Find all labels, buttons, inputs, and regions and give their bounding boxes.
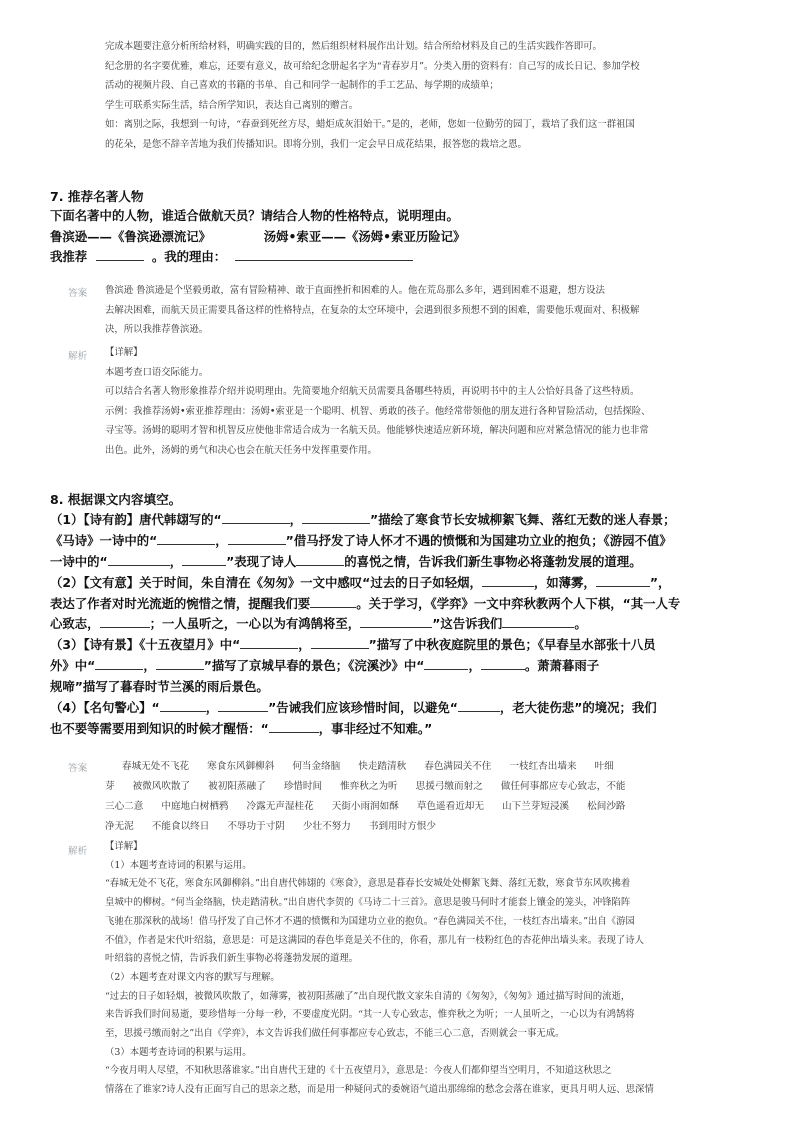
q8-line xyxy=(50,656,599,677)
q8-analysis-line: 至，思援弓缴而射之”出自《学弈》，本文告诉我们做任何事都应专心致志，不能三心二意，否则就会一事无成。 xyxy=(105,1028,565,1040)
q8-answer-item: 芽 xyxy=(105,781,115,792)
q8-line xyxy=(50,698,657,719)
q8-line xyxy=(50,552,642,573)
q8-analysis-line: 【详解】 xyxy=(105,841,143,852)
q7-recommend-blank[interactable] xyxy=(96,248,144,261)
q8-line xyxy=(50,573,670,594)
q8-text: （3）【诗有景】《十五夜望月》中“ xyxy=(50,637,241,652)
q7-options xyxy=(50,227,465,248)
q8-answer-item: 春城无处不飞花 xyxy=(122,761,190,772)
q8-line xyxy=(50,614,587,635)
intro-line: 活动的视频片段、自己喜欢的书籍的书单、自己和同学一起制作的手工艺品、每学期的成绩单； xyxy=(105,80,499,91)
q8-answer-item: 惟弈秋之为听 xyxy=(340,781,398,792)
q8-blank[interactable] xyxy=(156,657,204,670)
q8-text: ”这告诉我们 xyxy=(432,616,503,631)
q8-text: 《马诗》一诗中的“ xyxy=(50,533,158,548)
q8-blank[interactable] xyxy=(596,574,650,587)
q7-analysis-line: 寻宝等。汤姆的聪明才智和机智反应使他非常适合成为一名航天员。他能够快速适应新环境，解决问题和应对紧急情况的能力也非常 xyxy=(105,425,649,436)
q8-blank[interactable] xyxy=(100,615,150,628)
q8-text: （4）【名句警心】“ xyxy=(50,700,160,715)
q8-text: 的喜悦之情，告诉我们新生事物必将蓬勃发展的道理。 xyxy=(344,554,642,569)
q8-blank[interactable] xyxy=(502,615,574,628)
q7-answer-line xyxy=(50,247,413,268)
q8-answer-item: 叶细 xyxy=(594,761,614,772)
q8-analysis-tag: 解析 xyxy=(68,846,88,857)
q8-blank[interactable] xyxy=(218,699,268,712)
q8-blank[interactable] xyxy=(310,595,356,608)
q8-blank[interactable] xyxy=(360,615,432,628)
q8-analysis-line: 叶绍翁的喜悦之情，告诉我们新生事物必将蓬勃发展的道理。 xyxy=(105,953,359,965)
q7-analysis-tag: 解析 xyxy=(68,351,88,362)
q7-answer-line: 决，所以我推荐鲁滨逊。 xyxy=(105,324,209,335)
q7-reason-blank[interactable] xyxy=(235,248,413,261)
q8-text: ”告诫我们应该珍惜时间，以避免“ xyxy=(268,700,458,715)
q8-answer-row xyxy=(105,818,454,832)
q7-analysis-line: 本题考查口语交际能力。 xyxy=(105,366,209,378)
q8-text: ；一人虽听之，一心以为有鸿鹄将至， xyxy=(149,616,361,631)
q8-blank[interactable] xyxy=(240,636,298,649)
q8-answer-item: 被初阳蒸融了 xyxy=(208,781,266,792)
q8-text: ， xyxy=(205,700,219,715)
intro-line: 完成本题要注意分析所给材料，明确实践的目的，然后组织材料展作出计划。结合所给材料及自己的生活实践作答即可。 xyxy=(105,41,602,52)
q8-title: 8. 根据课文内容填空。 xyxy=(50,492,182,507)
q8-text: ， xyxy=(169,554,183,569)
q8-text: ”表现了诗人 xyxy=(226,554,297,569)
q8-blank[interactable] xyxy=(269,720,319,733)
q8-answer-row xyxy=(105,778,644,792)
q8-blank[interactable] xyxy=(302,511,370,524)
q8-answer-item: 净无泥 xyxy=(105,821,134,832)
q8-answer-item: 被微风吹散了 xyxy=(132,781,191,792)
intro-line: 纪念册的名字要优雅，难忘，还要有意义，故可给纪念册起名字为“青春岁月”。分类入册的资料有：自己写的成长日记、参加学校 xyxy=(105,60,640,72)
q8-text: ”描写了京城早春的景色；《浣溪沙》中“ xyxy=(203,658,425,673)
q8-text: 心致志， xyxy=(50,616,100,631)
q8-analysis-line: （3）本题考查诗词的积累与运用。 xyxy=(105,1046,252,1058)
q8-analysis-line: （1）本题考查诗词的积累与运用。 xyxy=(105,859,252,871)
q8-blank[interactable] xyxy=(458,699,500,712)
q8-answer-item: 何当金络脑 xyxy=(292,761,341,772)
q8-answer-tag: 答案 xyxy=(68,763,88,774)
q8-blank[interactable] xyxy=(296,553,344,566)
q8-answer-item: 快走踏清秋 xyxy=(358,761,407,772)
intro-line: 的花朵，是您不辞辛苦地为我们传播知识。即将分别，我们一定会早日成花结果，报答您的栽培之恩。 xyxy=(105,138,527,150)
q8-blank[interactable] xyxy=(482,574,534,587)
q8-answer-item: 春色满园关不住 xyxy=(424,761,492,772)
q8-text: 。关于学习，《学弈》一文中弈秋教两个人下棋，“其一人专 xyxy=(356,596,681,611)
q8-text: ”描绘了寒食节长安城柳絮飞舞、落红无数的迷人春景； xyxy=(370,512,676,527)
q8-line xyxy=(50,510,676,531)
q8-analysis-line: （2）本题考查对课文内容的默写与理解。 xyxy=(105,971,280,983)
q7-answer-line: 鲁滨逊 鲁滨逊是个坚毅勇敢，富有冒险精神、敢于直面挫折和困难的人。他在荒岛那么多年，遇到困难不退避，想方设法 xyxy=(105,285,605,296)
q8-answer-item: 不能食以终日 xyxy=(151,821,210,832)
q7-analysis-block xyxy=(105,343,735,460)
q8-analysis-line: 飞驰在那深秋的战场！借马抒发了自己怀才不遇的愤慨和为国建功立业的抱负。“春色满园关不住，一枝红杏出墙来。”出自《游园 xyxy=(105,915,635,927)
q8-line xyxy=(50,594,680,615)
q8-text: 一诗中的“ xyxy=(50,554,108,569)
q8-text: ，老大徒伤悲”的境况；我们 xyxy=(499,700,657,715)
q8-answer-item: 书到用时方恨少 xyxy=(368,821,437,832)
q8-text: ”， xyxy=(649,575,671,590)
q8-analysis-line: “今夜月明人尽望，不知秋思落谁家。”出自唐代王建的《十五夜望月》，意思是：今夜人们都仰望当空明月，不知道这秋思之 xyxy=(105,1065,612,1077)
q8-text: 。 xyxy=(574,616,587,631)
q8-line xyxy=(50,677,269,698)
q8-blank[interactable] xyxy=(160,699,206,712)
q8-answer-item: 草色遥看近却无 xyxy=(416,801,484,812)
q8-text: ， xyxy=(468,658,481,673)
q8-blank[interactable] xyxy=(108,553,170,566)
q8-analysis-line: “春城无处不飞花，寒食东风御柳斜。”出自唐代韩翃的《寒食》，意思是暮春长安城处处柳絮飞舞、落红无数，寒食节东风吹拂着 xyxy=(105,878,631,890)
q8-blank[interactable] xyxy=(222,511,290,524)
q8-text: 规啼”描写了暮春时节兰溪的雨后景色。 xyxy=(50,679,269,694)
q8-text: ， xyxy=(215,533,228,548)
q8-answer-item: 一枝红杏出墙来 xyxy=(509,761,577,772)
q8-analysis-line: 情落在了谁家?诗人没有正面写自己的思亲之愁，而是用一种疑问式的委婉语气道出那绵绵的愁念会落在谁家，更具月明人远、思深情 xyxy=(105,1084,654,1096)
q7-prompt: 下面名著中的人物，谁适合做航天员？请结合人物的性格特点，说明理由。 xyxy=(50,208,459,223)
q8-blank[interactable] xyxy=(157,532,215,545)
q8-answer-item: 三心二意 xyxy=(105,801,144,812)
q8-text: 表达了作者对时光流逝的惋惜之情，提醒我们要 xyxy=(50,596,311,611)
q7-option-2: 汤姆•索亚——《汤姆•索亚历险记》 xyxy=(263,229,466,244)
q8-answer-item: 冷露无声湿桂花 xyxy=(246,801,314,812)
q7-answer-tag: 答案 xyxy=(68,288,88,299)
q7-analysis-line: 可以结合名著人物形象推荐介绍并说明理由。先简要地介绍航天员需要具备哪些特质，再说明书中的主人公恰好具备了这些特质。 xyxy=(105,386,640,397)
q8-analysis-line: 不值》，作者是宋代叶绍翁，意思是：可是这满园的春色毕竟是关不住的，你看，那儿有一枝粉红色的杏花伸出墙头来。表现了诗人 xyxy=(105,934,645,946)
q8-answer-item: 少壮不努力 xyxy=(302,821,351,832)
q8-blank[interactable] xyxy=(182,553,226,566)
q8-blank[interactable] xyxy=(481,657,525,670)
q8-text: ， xyxy=(143,658,156,673)
q7-recommend-label: 我推荐 xyxy=(50,249,88,264)
q7-option-1: 鲁滨逊——《鲁滨逊漂流记》 xyxy=(50,229,212,244)
q8-answer-row xyxy=(105,798,644,812)
q8-analysis-line: “过去的日子如轻烟，被微风吹散了，如薄雾，被初阳蒸融了”出自现代散文家朱自清的《匆匆》，《匆匆》通过描写时间的流逝， xyxy=(105,990,631,1002)
q8-text: ”描写了中秋夜庭院里的景色；《早春呈水部张十八员 xyxy=(368,637,656,652)
q8-answer-item: 做任何事都应专心致志，不能 xyxy=(500,781,626,792)
q8-text: 外》中“ xyxy=(50,658,96,673)
q7-analysis-line: 出色。此外，汤姆的勇气和决心也会在航天任务中发挥重要作用。 xyxy=(105,444,377,456)
q8-blank[interactable] xyxy=(311,636,369,649)
q7-answer-block xyxy=(105,281,735,340)
q7-analysis-line: 【详解】 xyxy=(105,347,143,358)
q7-analysis-line: 示例：我推荐汤姆•索亚推荐理由：汤姆•索亚是一个聪明、机智、勇敢的孩子。他经常带领他的朋友进行各种冒险活动，包括探险、 xyxy=(105,405,651,417)
q8-analysis-line: 来告诉我们时间易逝，要珍惜每一分每一秒，不要虚度光阴。“其一人专心致志，惟弈秋之为听；一人虽听之，一心以为有鸿鹄将 xyxy=(105,1009,635,1021)
q8-blank[interactable] xyxy=(95,657,143,670)
q8-line xyxy=(50,531,672,552)
q8-answer-item: 天街小雨润如酥 xyxy=(331,801,399,812)
q8-text: 。萧萧暮雨子 xyxy=(524,658,600,673)
q8-answer-item: 不辱功于寸阴 xyxy=(227,821,285,832)
intro-block xyxy=(105,37,745,154)
q8-analysis-line: 皇城中的柳树。“何当金络脑，快走踏清秋。”出自唐代李贺的《马诗二十三首》。意思是骏马何时才能套上镶金的笼头，冲锋陷阵 xyxy=(105,897,631,909)
q8-answer-item: 山下兰芽短浸溪 xyxy=(502,801,570,812)
q8-answer-item: 松间沙路 xyxy=(587,801,626,812)
q8-analysis-block xyxy=(105,838,735,1100)
q8-blank[interactable] xyxy=(424,657,468,670)
q8-text: ， xyxy=(298,637,311,652)
q7-title: 7. 推荐名著人物 xyxy=(50,189,144,204)
q8-text: ，如薄雾， xyxy=(533,575,596,590)
q7-answer-line: 去解决困难，而航天员正需要具备这样的性格特点，在复杂的太空环境中，会遇到很多预想不到的困难，需要他乐观面对、积极解 xyxy=(105,304,640,316)
intro-line: 学生可联系实际生活，结合所学知识，表达自己离别的赠言。 xyxy=(105,99,359,111)
q8-answer-row xyxy=(122,758,632,772)
q8-text: ”借马抒发了诗人怀才不遇的愤慨和为国建功立业的抱负；《游园不值》 xyxy=(285,533,672,548)
q8-answer-item: 思援弓缴而射之 xyxy=(415,781,483,792)
q8-text: （2）【文有意】关于时间，朱自清在《匆匆》一文中感叹“过去的日子如轻烟， xyxy=(50,575,482,590)
q8-answer-item: 寒食东风御柳斜 xyxy=(207,761,275,772)
q8-blank[interactable] xyxy=(228,532,286,545)
q8-text: ， xyxy=(289,512,303,527)
q7-reason-label: 。我的理由： xyxy=(151,249,227,264)
q8-text: 也不要等需要用到知识的时候才醒悟：“ xyxy=(50,721,269,736)
intro-line: 如：离别之际，我想到一句诗，“春蚕到死丝方尽，蜡炬成灰泪始干。”是的，老师，您如一位勤劳的园丁，栽培了我们这一群祖国 xyxy=(105,119,635,130)
q8-line xyxy=(50,719,432,740)
q8-answer-item: 中庭地白树栖鸦 xyxy=(161,801,229,812)
q8-text: ，事非经过不知难。” xyxy=(318,721,433,736)
q8-answer-item: 珍惜时间 xyxy=(283,781,323,792)
q8-text: （1）【诗有韵】唐代韩翃写的“ xyxy=(50,512,222,527)
q8-line xyxy=(50,635,656,656)
